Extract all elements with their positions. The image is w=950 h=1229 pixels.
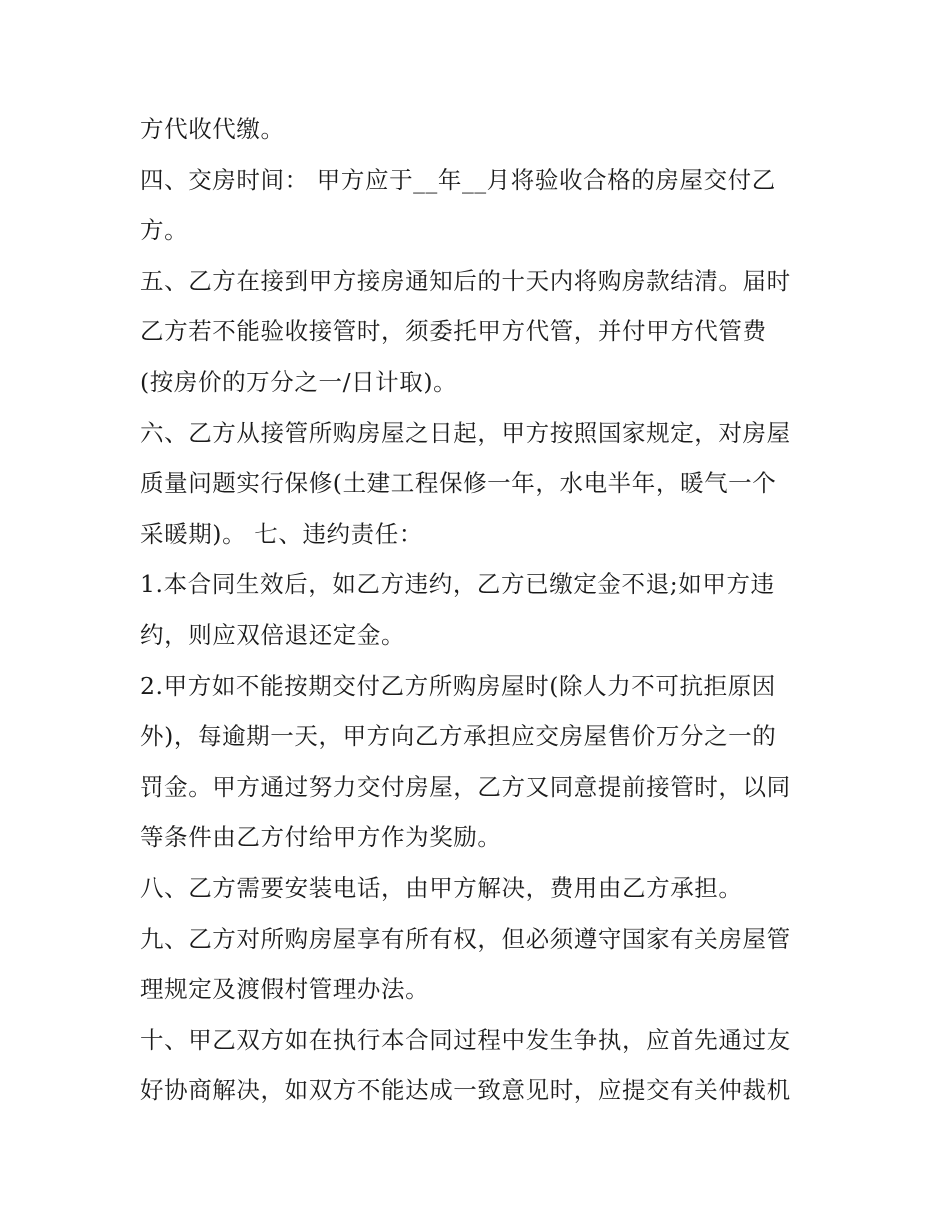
document-page <box>140 104 830 1116</box>
text-line: 方代收代缴。 <box>140 115 285 143</box>
clause-7-breach-liability: 采暖期)。 七、违约责任： <box>140 519 423 548</box>
clause-7-item-1: 1.本合同生效后，如乙方违约，乙方已缴定金不退;如甲方违 <box>140 570 775 599</box>
clause-7-item-2: 2.甲方如不能按期交付乙方所购房屋时(除人力不可抗拒原因 <box>140 671 776 700</box>
text-line: 好协商解决，如双方不能达成一致意见时，应提交有关仲裁机 <box>140 1076 791 1105</box>
clause-5-payment: 五、乙方在接到甲方接房通知后的十天内将购房款结清。届时 <box>140 266 791 295</box>
text-line: 罚金。甲方通过努力交付房屋，乙方又同意提前接管时，以同 <box>140 772 791 801</box>
text-line: 乙方若不能验收接管时，须委托甲方代管，并付甲方代管费 <box>140 317 767 346</box>
text-line: 质量问题实行保修(土建工程保修一年，水电半年，暖气一个 <box>140 469 777 498</box>
clause-6-warranty: 六、乙方从接管所购房屋之日起，甲方按照国家规定，对房屋 <box>140 418 791 447</box>
text-line: 等条件由乙方付给甲方作为奖励。 <box>140 823 502 852</box>
text-line: 方。 <box>140 216 189 245</box>
clause-8-telephone: 八、乙方需要安装电话，由甲方解决，费用由乙方承担。 <box>140 873 743 902</box>
text-line: 理规定及渡假村管理办法。 <box>140 975 430 1004</box>
clause-9-ownership: 九、乙方对所购房屋享有所有权，但必须遵守国家有关房屋管 <box>140 924 791 953</box>
text-line: 外)，每逾期一天，甲方向乙方承担应交房屋售价万分之一的 <box>140 722 777 751</box>
text-line: 约，则应双倍退还定金。 <box>140 620 406 649</box>
text-line: (按房价的万分之一/日计取)。 <box>140 367 458 396</box>
clause-10-disputes: 十、甲乙双方如在执行本合同过程中发生争执，应首先通过友 <box>140 1025 791 1054</box>
clause-4-delivery-time: 四、交房时间： 甲方应于__年__月将验收合格的房屋交付乙 <box>140 165 776 194</box>
